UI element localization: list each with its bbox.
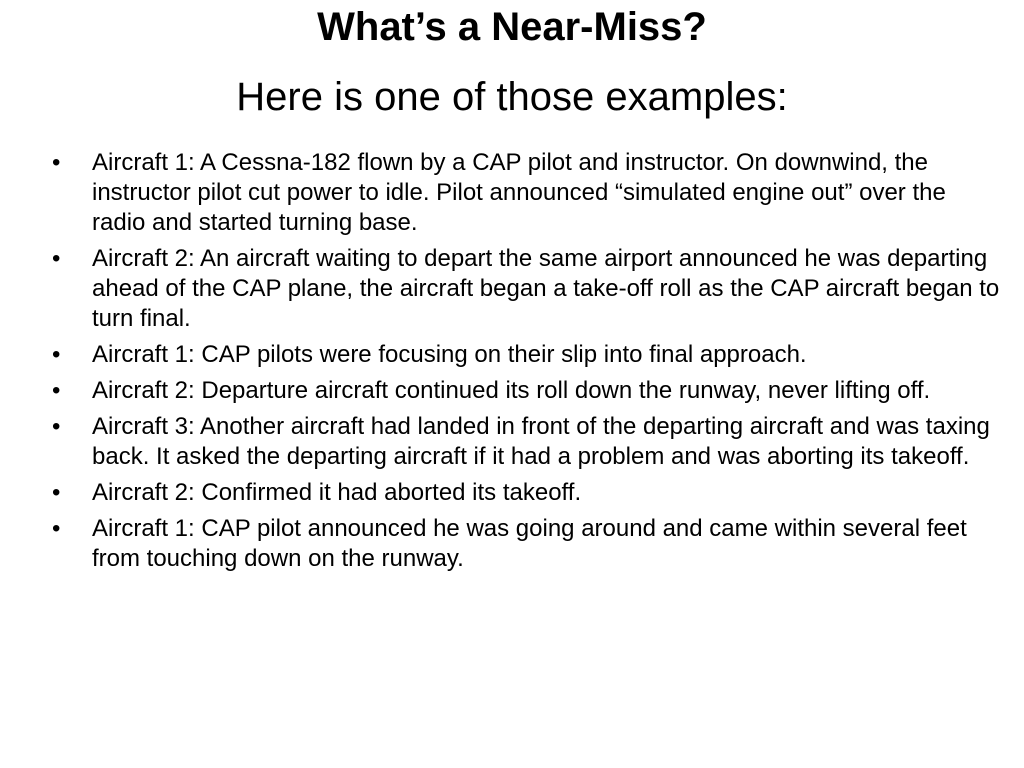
bullet-text: Aircraft 1: A Cessna-182 flown by a CAP pilot and instructor. On downwind, the instructor pilot cut power to idle. Pilot announced “simulated engine out” over the radio and started turning base. bbox=[92, 149, 946, 236]
bullet-icon: • bbox=[52, 245, 61, 272]
bullet-list bbox=[52, 148, 1002, 580]
bullet-text: Aircraft 1: CAP pilot announced he was going around and came within several feet from touching down on the runway. bbox=[92, 515, 967, 572]
bullet-icon: • bbox=[52, 149, 61, 176]
bullet-icon: • bbox=[52, 377, 61, 404]
slide-title bbox=[60, 2, 964, 122]
title-subheading: Here is one of those examples: bbox=[236, 75, 788, 119]
bullet-text: Aircraft 2: Departure aircraft continued its roll down the runway, never lifting off. bbox=[92, 377, 931, 404]
bullet-item bbox=[52, 478, 1002, 508]
bullet-icon: • bbox=[52, 413, 61, 440]
bullet-text: Aircraft 2: An aircraft waiting to depart the same airport announced he was departing ahead of the CAP plane, the aircraft began a take-off roll as the CAP aircraft began to turn final. bbox=[92, 245, 1000, 332]
bullet-item bbox=[52, 376, 1002, 406]
bullet-item bbox=[52, 412, 1002, 472]
bullet-text: Aircraft 1: CAP pilots were focusing on their slip into final approach. bbox=[92, 341, 807, 368]
bullet-icon: • bbox=[52, 515, 61, 542]
bullet-icon: • bbox=[52, 341, 61, 368]
bullet-item bbox=[52, 244, 1002, 334]
bullet-item bbox=[52, 514, 1002, 574]
bullet-text: Aircraft 2: Confirmed it had aborted its takeoff. bbox=[92, 479, 582, 506]
bullet-item bbox=[52, 148, 1002, 238]
bullet-item bbox=[52, 340, 1002, 370]
bullet-icon: • bbox=[52, 479, 61, 506]
bullet-text: Aircraft 3: Another aircraft had landed in front of the departing aircraft and was taxing back. It asked the departing aircraft if it had a problem and was aborting its takeoff. bbox=[92, 413, 990, 470]
title-heading: What’s a Near-Miss? bbox=[317, 5, 707, 49]
